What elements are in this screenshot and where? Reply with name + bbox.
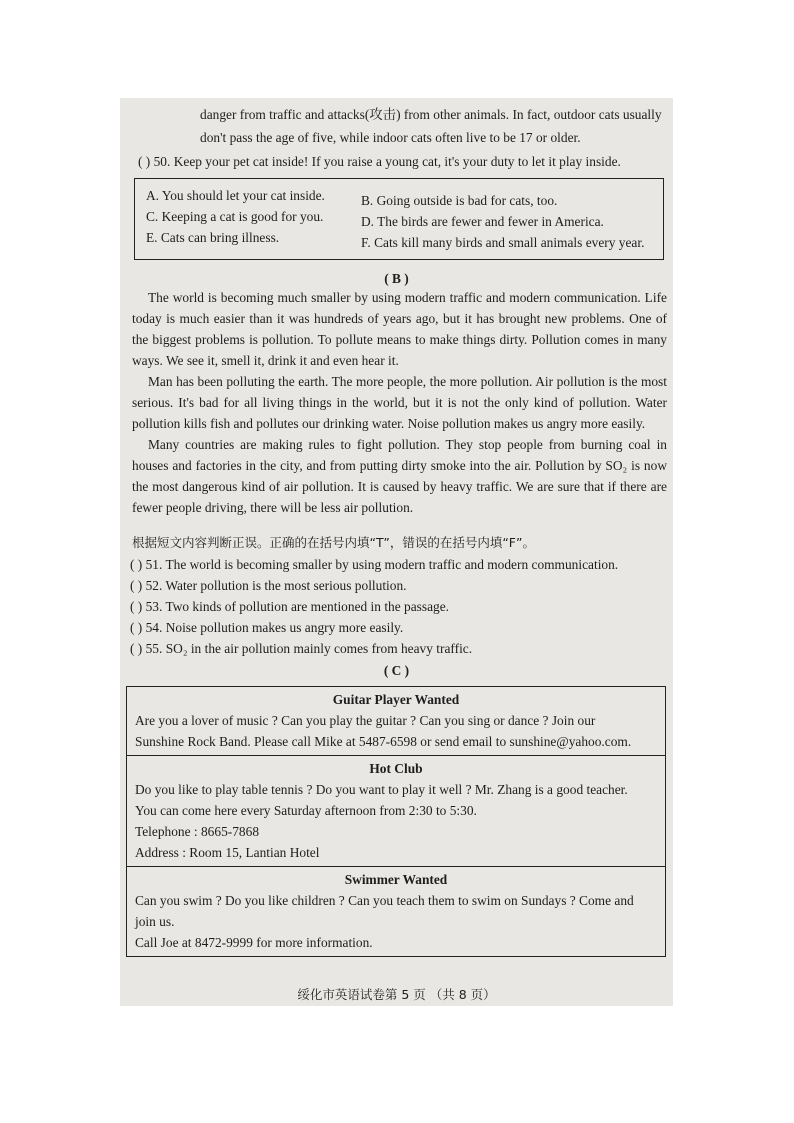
ad-hot-club <box>127 756 665 867</box>
passage-b-paragraph-2: Man has been polluting the earth. The more people, the more pollution. Air pollution is the most serious. It's bad for all living things in the world, but it is not the only kind of pollution. Water pollution kills fish and pollutes our drinking water. Noise pollution makes us angry more easily. <box>132 374 667 431</box>
ads-table <box>126 686 666 957</box>
question-53: ( ) 53. Two kinds of pollution are mentioned in the passage. <box>130 599 450 614</box>
question-54: ( ) 54. Noise pollution makes us angry more easily. <box>130 620 404 635</box>
section-b-label: ( B ) <box>384 271 409 286</box>
question-50: ( ) 50. Keep your pet cat inside! If you raise a young cat, it's your duty to let it play inside. <box>138 154 621 169</box>
section-c-label: ( C ) <box>383 663 410 678</box>
question-51: ( ) 51. The world is becoming smaller by using modern traffic and modern communication. <box>130 557 619 572</box>
passage-b-paragraph-1: The world is becoming much smaller by using modern traffic and modern communication. Life today is much easier than it was hundreds of years ago, but it has brought new problems. One of the biggest problems is pollution. To pollute means to make things dirty. Pollution comes in many ways. We see it, smell it, drink it and even hear it. <box>132 290 667 368</box>
passage-b-paragraph-3: Many countries are making rules to fight pollution. They stop people from burning coal in houses and factories in the city, and from putting dirty smoke into the air. Pollution by SO₂ is now the most dangerous kind of air pollution. It is caused by heavy traffic. We are sure that if there are fewer people driving, there will be less air pollution. <box>132 437 667 515</box>
options-right-column <box>361 190 644 253</box>
question-55: ( ) 55. SO₂ in the air pollution mainly comes from heavy traffic. <box>130 641 473 656</box>
ad-line: Sunshine Rock Band. Please call Mike at 5487-6598 or send email to sunshine@yahoo.com. <box>135 734 632 749</box>
ad-line: join us. <box>135 914 175 929</box>
option-f: F. Cats kill many birds and small animals every year. <box>361 235 645 250</box>
ad-line: Can you swim ? Do you like children ? Can you teach them to swim on Sundays ? Come and <box>135 893 634 908</box>
options-left-column <box>146 185 325 248</box>
section-b-instruction: 根据短文内容判断正误。正确的在括号内填“T”，错误的在括号内填“F”。 <box>132 535 535 550</box>
option-a: A. You should let your cat inside. <box>146 188 325 203</box>
section-b-questions <box>130 554 618 659</box>
passage-a-continuation-line1: danger from traffic and attacks(攻击) from other animals. In fact, outdoor cats usually <box>200 107 662 122</box>
ad-line: Call Joe at 8472-9999 for more information. <box>135 935 373 950</box>
ad-line: Telephone : 8665-7868 <box>135 824 260 839</box>
ad-line: Do you like to play table tennis ? Do you want to play it well ? Mr. Zhang is a good teacher. <box>135 782 628 797</box>
option-c: C. Keeping a cat is good for you. <box>146 209 324 224</box>
ad-line: Address : Room 15, Lantian Hotel <box>135 845 320 860</box>
page-footer: 绥化市英语试卷第 5 页 （共 8 页） <box>297 987 496 1002</box>
question-52: ( ) 52. Water pollution is the most serious pollution. <box>130 578 407 593</box>
ad-guitar-player <box>127 687 665 756</box>
ad-swimmer <box>127 867 665 956</box>
ad-line: Are you a lover of music ? Can you play the guitar ? Can you sing or dance ? Join our <box>135 713 596 728</box>
passage-a-continuation-line2: don't pass the age of five, while indoor cats often live to be 17 or older. <box>200 130 581 145</box>
passage-b <box>132 287 667 518</box>
option-e: E. Cats can bring illness. <box>146 230 280 245</box>
ad-title: Guitar Player Wanted <box>332 692 460 707</box>
options-box <box>134 178 664 260</box>
ad-title: Hot Club <box>369 761 423 776</box>
option-b: B. Going outside is bad for cats, too. <box>361 193 558 208</box>
exam-page <box>120 98 673 1006</box>
ad-title: Swimmer Wanted <box>344 872 448 887</box>
option-d: D. The birds are fewer and fewer in America. <box>361 214 604 229</box>
ad-line: You can come here every Saturday afternoon from 2:30 to 5:30. <box>135 803 477 818</box>
